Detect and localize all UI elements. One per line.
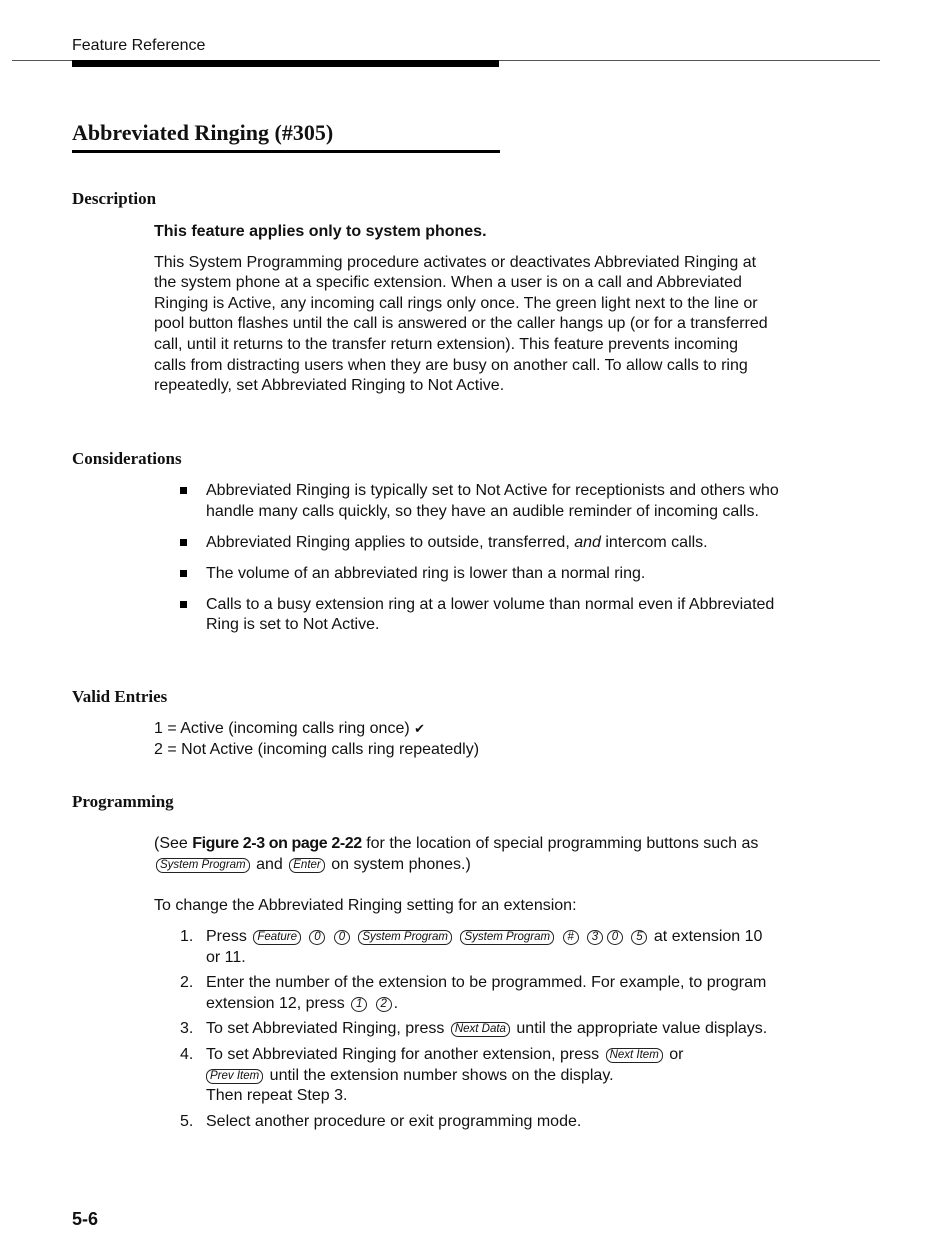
note-text: and bbox=[256, 855, 283, 873]
step-text: Then repeat Step 3. bbox=[206, 1087, 348, 1105]
programming-note bbox=[154, 834, 774, 875]
list-item bbox=[180, 481, 780, 522]
valid-entries-heading: Valid Entries bbox=[72, 687, 168, 706]
valid-entry-text: 1 = Active (incoming calls ring once) bbox=[154, 720, 410, 737]
note-text: (See bbox=[154, 835, 193, 852]
valid-entries-list bbox=[154, 719, 774, 760]
next-item-key: Next Item bbox=[606, 1048, 663, 1063]
list-item-text: The volume of an abbreviated ring is lower than a normal ring. bbox=[206, 564, 646, 582]
figure-reference: Figure 2-3 on page 2-22 bbox=[192, 835, 362, 852]
list-item-text: Abbreviated Ringing applies to outside, transferred, bbox=[206, 533, 575, 551]
zero-key: 0 bbox=[334, 930, 350, 945]
step-item bbox=[180, 1019, 780, 1040]
list-item-text: intercom calls. bbox=[600, 533, 708, 551]
step-text: Select another procedure or exit programming mode. bbox=[206, 1112, 582, 1130]
step-text: Press bbox=[206, 928, 247, 945]
feature-key: Feature bbox=[253, 930, 301, 945]
step-item bbox=[180, 973, 780, 1014]
programming-heading: Programming bbox=[72, 792, 174, 811]
bullet-icon bbox=[180, 601, 187, 608]
step-text: Enter the number of the extension to be programmed. For example, to program extension 12, press bbox=[206, 974, 767, 1012]
system-program-key: System Program bbox=[460, 930, 554, 945]
five-key: 5 bbox=[631, 930, 647, 945]
step-number: 5. bbox=[180, 1112, 194, 1130]
programming-intro: To change the Abbreviated Ringing setting for an extension: bbox=[154, 897, 577, 914]
description-lead: This feature applies only to system phones. bbox=[154, 223, 487, 240]
list-item bbox=[180, 564, 780, 585]
running-header: Feature Reference bbox=[72, 37, 206, 54]
prev-item-key: Prev Item bbox=[206, 1069, 263, 1084]
step-number: 4. bbox=[180, 1045, 194, 1063]
valid-entry bbox=[154, 740, 774, 761]
checkmark-icon: ✔ bbox=[414, 721, 426, 736]
emphasis-text: and bbox=[574, 533, 601, 551]
system-program-key: System Program bbox=[358, 930, 452, 945]
three-key: 3 bbox=[587, 930, 603, 945]
list-item-text: Abbreviated Ringing is typically set to Not Active for receptionists and others who handle many calls quickly, so they have an audible reminder of incoming calls. bbox=[206, 482, 779, 520]
programming-steps bbox=[180, 927, 780, 1137]
step-text: at extension 10 or 11. bbox=[206, 928, 763, 966]
zero-key: 0 bbox=[309, 930, 325, 945]
list-item bbox=[180, 533, 780, 554]
step-text: To set Abbreviated Ringing, press bbox=[206, 1020, 445, 1038]
description-body: This System Programming procedure activates or deactivates Abbreviated Ringing at the system phone at a specific extension. When a user is on a call and Abbreviated Ringing is Active, any incoming call rings only once. The green light next to the line or pool button flashes until the call is answered or the caller hangs up (or for a transferred call, until it returns to the transfer return extension). This feature prevents incoming calls from distracting users when they are busy on another call. To allow calls to ring repeatedly, set Abbreviated Ringing to Not Active. bbox=[154, 253, 768, 395]
note-text: for the location of special programming buttons such as bbox=[361, 835, 759, 852]
hash-key: # bbox=[563, 930, 579, 945]
step-text: until the extension number shows on the display. bbox=[269, 1066, 614, 1084]
considerations-heading: Considerations bbox=[72, 449, 182, 468]
description-section bbox=[154, 222, 774, 397]
valid-entry-text: 2 = Not Active (incoming calls ring repeatedly) bbox=[154, 740, 480, 758]
bullet-icon bbox=[180, 487, 187, 494]
step-number: 1. bbox=[180, 928, 194, 945]
bullet-icon bbox=[180, 570, 187, 577]
step-number: 2. bbox=[180, 974, 194, 992]
system-program-key: System Program bbox=[156, 858, 250, 873]
next-data-key: Next Data bbox=[451, 1022, 510, 1037]
considerations-list bbox=[180, 481, 780, 647]
bullet-icon bbox=[180, 539, 187, 546]
step-text: or bbox=[669, 1045, 684, 1063]
zero-key: 0 bbox=[607, 930, 623, 945]
valid-entry bbox=[154, 719, 774, 740]
description-heading: Description bbox=[72, 189, 157, 208]
step-text: . bbox=[393, 994, 399, 1012]
page-title: Abbreviated Ringing (#305) bbox=[72, 120, 500, 153]
step-item bbox=[180, 1045, 780, 1107]
step-item bbox=[180, 927, 780, 968]
step-text: until the appropriate value displays. bbox=[516, 1020, 768, 1038]
one-key: 1 bbox=[351, 997, 367, 1012]
list-item bbox=[180, 595, 780, 636]
step-text: To set Abbreviated Ringing for another extension, press bbox=[206, 1045, 600, 1063]
two-key: 2 bbox=[376, 997, 392, 1012]
step-number: 3. bbox=[180, 1020, 194, 1038]
header-bar bbox=[72, 60, 499, 67]
note-text: on system phones.) bbox=[331, 855, 471, 873]
list-item-text: Calls to a busy extension ring at a lower volume than normal even if Abbreviated Ring is set to Not Active. bbox=[206, 595, 775, 634]
step-item bbox=[180, 1112, 780, 1133]
page-number: 5-6 bbox=[72, 1209, 99, 1229]
enter-key: Enter bbox=[289, 858, 325, 873]
